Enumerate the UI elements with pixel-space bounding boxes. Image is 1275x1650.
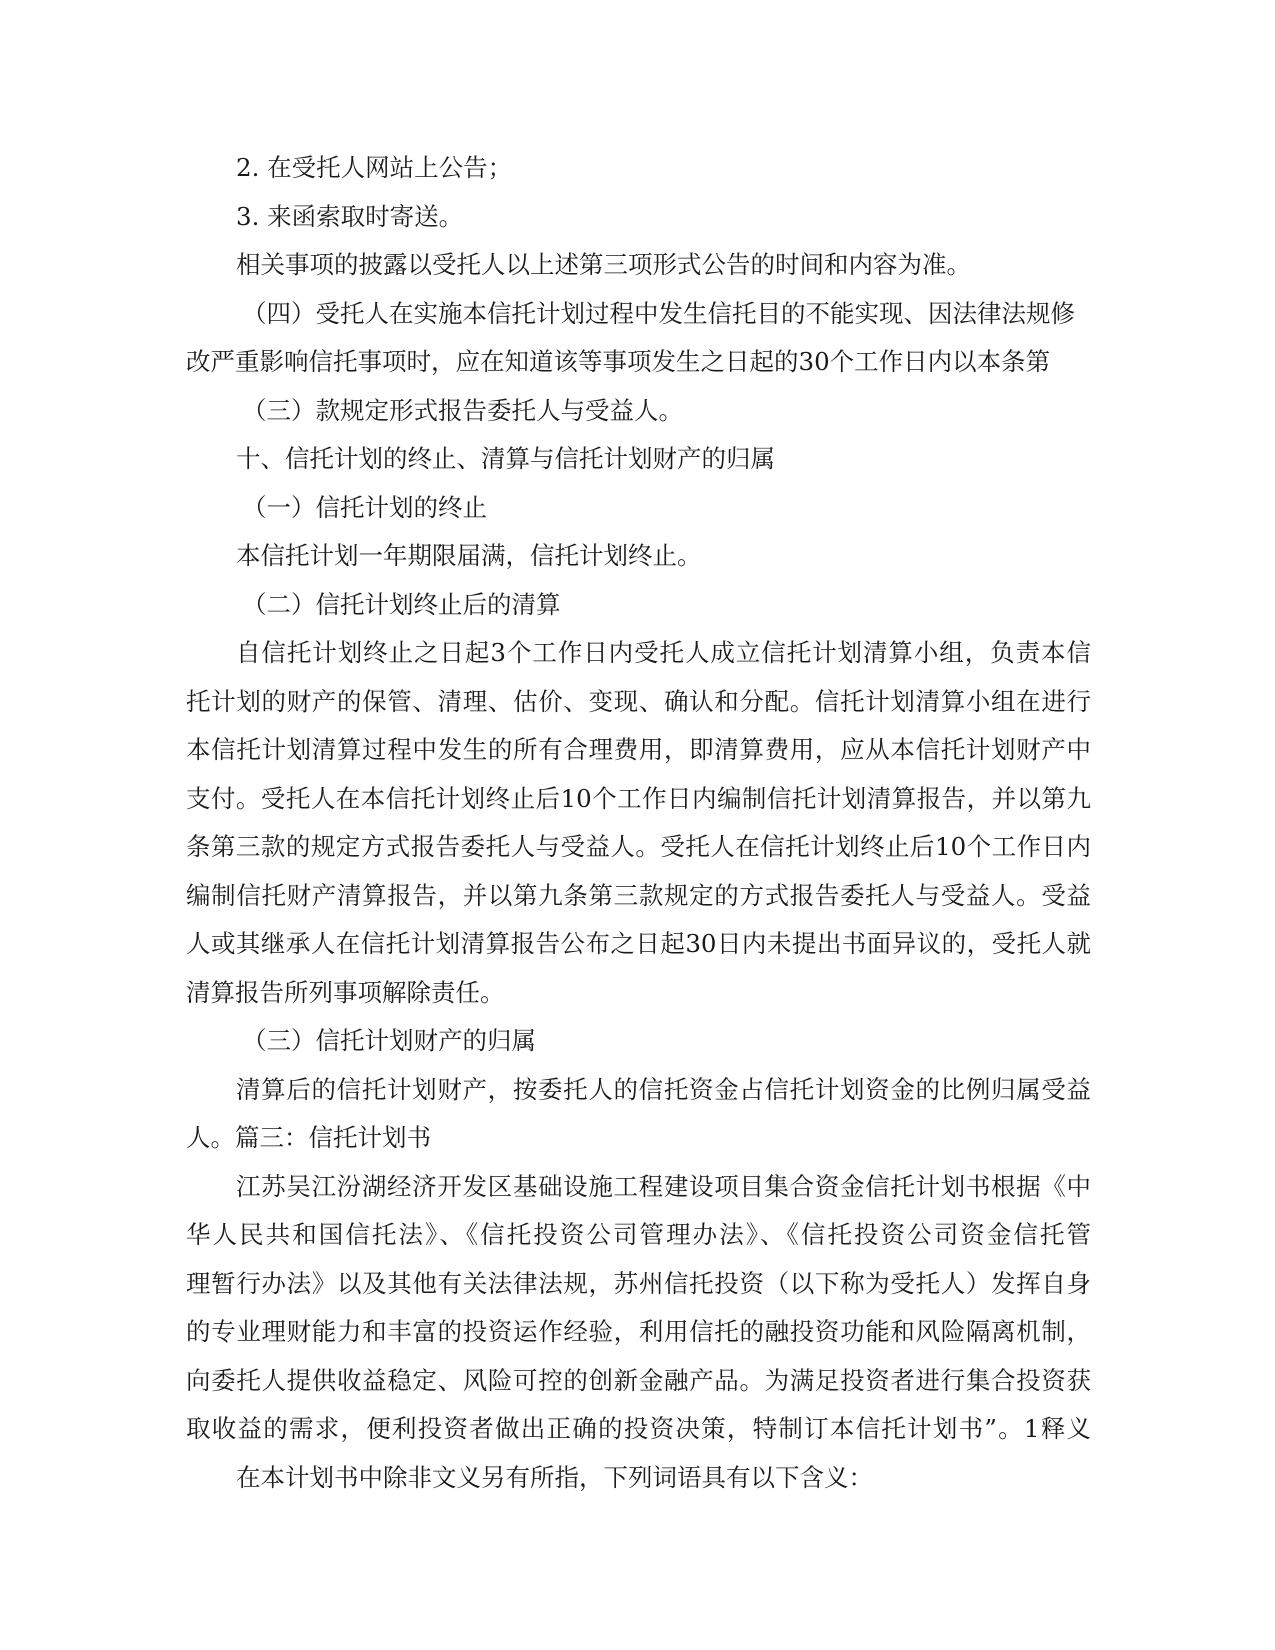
- text-line: 理暂行办法》以及其他有关法律法规，苏州信托投资（以下称为受托人）发挥自身: [186, 1268, 1091, 1298]
- text-line: 华人民共和国信托法》、《信托投资公司管理办法》、《信托投资公司资金信托管: [186, 1220, 1091, 1249]
- text-line: 清算报告所列事项解除责任。: [186, 977, 505, 1007]
- text-line: 改严重影响信托事项时，应在知道该等事项发生之日起的30个工作日内以本条第: [186, 347, 1051, 376]
- text-line: 向委托人提供收益稳定、风险可控的创新金融产品。为满足投资者进行集合投资获: [186, 1365, 1091, 1395]
- text-line: 本信托计划清算过程中发生的所有合理费用，即清算费用，应从本信托计划财产中: [186, 735, 1091, 764]
- text-line: 本信托计划一年期限届满，信托计划终止。: [236, 541, 702, 570]
- text-line: 取收益的需求，便利投资者做出正确的投资决策，特制订本信托计划书”。1释义: [186, 1414, 1091, 1443]
- subsection-heading: （一）信托计划的终止: [242, 492, 487, 522]
- text-line: 支付。受托人在本信托计划终止后10个工作日内编制信托计划清算报告，并以第九: [186, 783, 1091, 813]
- text-line: 自信托计划终止之日起3个工作日内受托人成立信托计划清算小组，负责本信: [236, 638, 1091, 667]
- subsection-heading: （三）信托计划财产的归属: [242, 1026, 536, 1055]
- text-line: 人或其继承人在信托计划清算报告公布之日起30日内未提出书面异议的，受托人就: [186, 929, 1091, 958]
- text-line: 编制信托财产清算报告，并以第九条第三款规定的方式报告委托人与受益人。受益: [186, 880, 1091, 910]
- text-line: 人。篇三：信托计划书: [186, 1123, 431, 1152]
- text-line: 相关事项的披露以受托人以上述第三项形式公告的时间和内容为准。: [236, 250, 971, 279]
- text-line: 的专业理财能力和丰富的投资运作经验，利用信托的融投资功能和风险隔离机制，: [186, 1317, 1091, 1346]
- text-line: 条第三款的规定方式报告委托人与受益人。受托人在信托计划终止后10个工作日内: [186, 832, 1091, 861]
- document-body: [186, 144, 1091, 1502]
- section-heading: 十、信托计划的终止、清算与信托计划财产的归属: [236, 444, 775, 473]
- text-line: 清算后的信托计划财产，按委托人的信托资金占信托计划资金的比例归属受益: [236, 1074, 1091, 1104]
- text-line: 2. 在受托人网站上公告；: [236, 153, 513, 182]
- text-line: （四）受托人在实施本信托计划过程中发生信托目的不能实现、因法律法规修: [242, 298, 1075, 328]
- text-line: 在本计划书中除非文义另有所指，下列词语具有以下含义：: [236, 1462, 873, 1492]
- text-line: （三）款规定形式报告委托人与受益人。: [242, 395, 683, 425]
- text-line: 3. 来函索取时寄送。: [236, 201, 464, 231]
- text-line: 托计划的财产的保管、清理、估价、变现、确认和分配。信托计划清算小组在进行: [186, 686, 1091, 716]
- subsection-heading: （二）信托计划终止后的清算: [242, 589, 561, 619]
- text-line: 江苏吴江汾湖经济开发区基础设施工程建设项目集合资金信托计划书根据《中: [236, 1171, 1091, 1201]
